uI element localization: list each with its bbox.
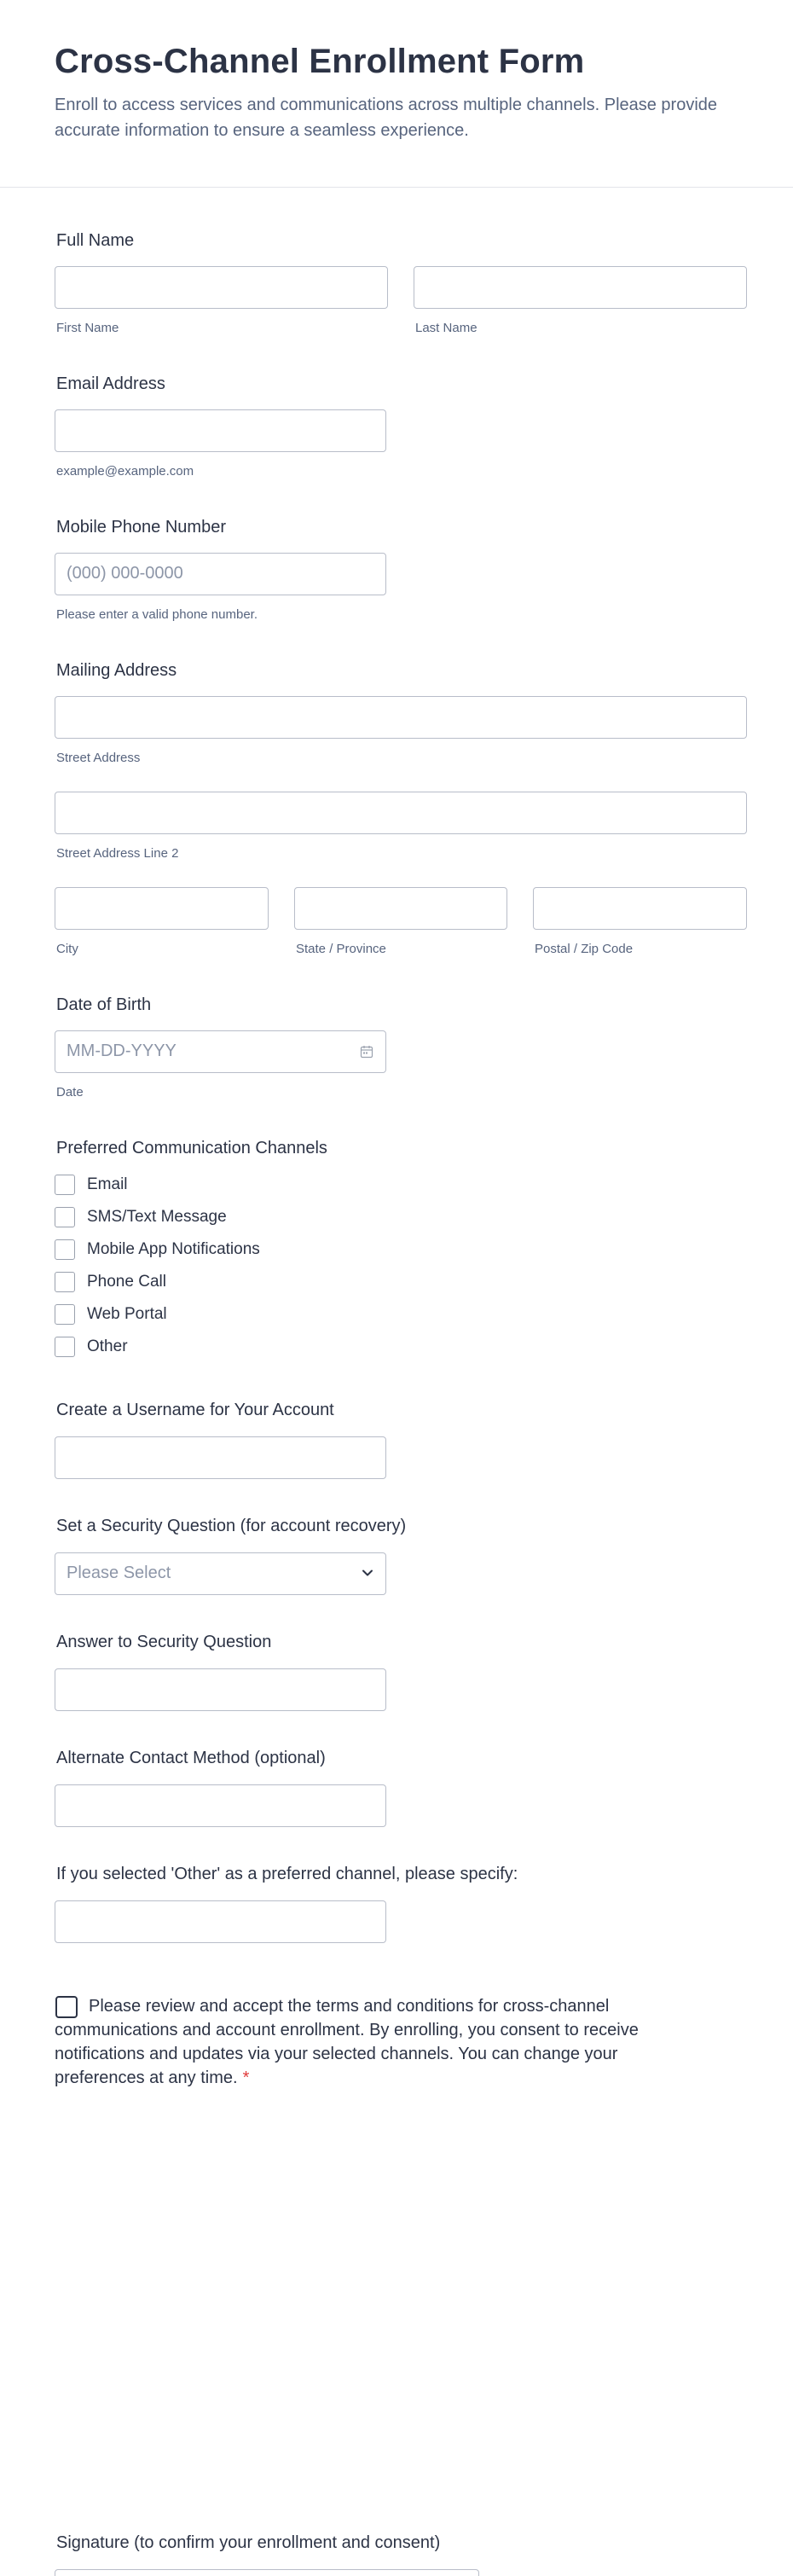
- email-sublabel: example@example.com: [56, 464, 194, 479]
- terms-text: [55, 1994, 651, 2090]
- zip-input[interactable]: [533, 887, 747, 930]
- phone-placeholder: (000) 000-0000: [67, 564, 183, 583]
- channel-checkbox[interactable]: [55, 1207, 75, 1227]
- dob-label: Date of Birth: [56, 995, 152, 1014]
- signature-label: Signature (to confirm your enrollment and consent): [56, 2533, 441, 2552]
- username-label: Create a Username for Your Account: [56, 1401, 334, 1419]
- channel-checkbox[interactable]: [55, 1272, 75, 1292]
- security-answer-input[interactable]: [55, 1668, 386, 1711]
- signature-pad[interactable]: [55, 2569, 479, 2576]
- required-mark: *: [242, 2068, 250, 2087]
- street-address-line2-sublabel: Street Address Line 2: [56, 846, 179, 861]
- channel-option-label: SMS/Text Message: [87, 1208, 227, 1226]
- chevron-down-icon: [362, 1569, 373, 1577]
- dob-input[interactable]: [55, 1030, 386, 1073]
- last-name-input[interactable]: [414, 266, 747, 309]
- full-name-label: Full Name: [56, 231, 135, 250]
- channel-checkbox[interactable]: [55, 1175, 75, 1195]
- alt-contact-label: Alternate Contact Method (optional): [56, 1749, 326, 1767]
- channel-option-label: Email: [87, 1175, 128, 1193]
- channel-checkbox[interactable]: [55, 1239, 75, 1260]
- phone-input[interactable]: [55, 553, 386, 595]
- city-sublabel: City: [56, 942, 78, 956]
- zip-sublabel: Postal / Zip Code: [535, 942, 634, 956]
- username-input[interactable]: [55, 1436, 386, 1479]
- email-input[interactable]: [55, 409, 386, 452]
- state-input[interactable]: [294, 887, 507, 930]
- alt-contact-input[interactable]: [55, 1784, 386, 1827]
- security-question-label: Set a Security Question (for account recovery): [56, 1517, 407, 1535]
- street-address-input[interactable]: [55, 696, 747, 739]
- security-question-placeholder: Please Select: [67, 1564, 171, 1582]
- other-specify-label: If you selected 'Other' as a preferred channel, please specify:: [56, 1865, 518, 1883]
- channel-option-label: Other: [87, 1337, 128, 1355]
- form-description: Enroll to access services and communications across multiple channels. Please provide accurate information to ensure a seamless experience.: [55, 96, 718, 140]
- first-name-input[interactable]: [55, 266, 388, 309]
- other-specify-input[interactable]: [55, 1900, 386, 1943]
- first-name-sublabel: First Name: [56, 321, 119, 335]
- channel-option-label: Web Portal: [87, 1305, 167, 1323]
- last-name-sublabel: Last Name: [415, 321, 478, 335]
- dob-placeholder: MM-DD-YYYY: [67, 1041, 177, 1060]
- channel-checkbox[interactable]: [55, 1337, 75, 1357]
- address-label: Mailing Address: [56, 661, 177, 680]
- terms-label: Please review and accept the terms and conditions for cross-channel communications and account enrollment. By enrolling, you consent to receive notifications and updates via your selected channels. You can change your preferences at any time.: [55, 1997, 639, 2087]
- street-address-sublabel: Street Address: [56, 751, 141, 765]
- street-address-line2-input[interactable]: [55, 792, 747, 834]
- calendar-icon[interactable]: [360, 1045, 373, 1059]
- form-title: Cross-Channel Enrollment Form: [55, 43, 585, 80]
- security-question-select[interactable]: [55, 1552, 386, 1595]
- city-input[interactable]: [55, 887, 269, 930]
- channels-label: Preferred Communication Channels: [56, 1139, 327, 1157]
- security-answer-label: Answer to Security Question: [56, 1633, 272, 1651]
- form-header: [0, 0, 793, 188]
- state-sublabel: State / Province: [296, 942, 386, 956]
- phone-label: Mobile Phone Number: [56, 518, 226, 537]
- channel-option-label: Mobile App Notifications: [87, 1240, 260, 1258]
- dob-sublabel: Date: [56, 1085, 84, 1099]
- channel-option-label: Phone Call: [87, 1273, 166, 1291]
- channel-checkbox[interactable]: [55, 1304, 75, 1325]
- phone-sublabel: Please enter a valid phone number.: [56, 607, 258, 622]
- email-label: Email Address: [56, 374, 165, 393]
